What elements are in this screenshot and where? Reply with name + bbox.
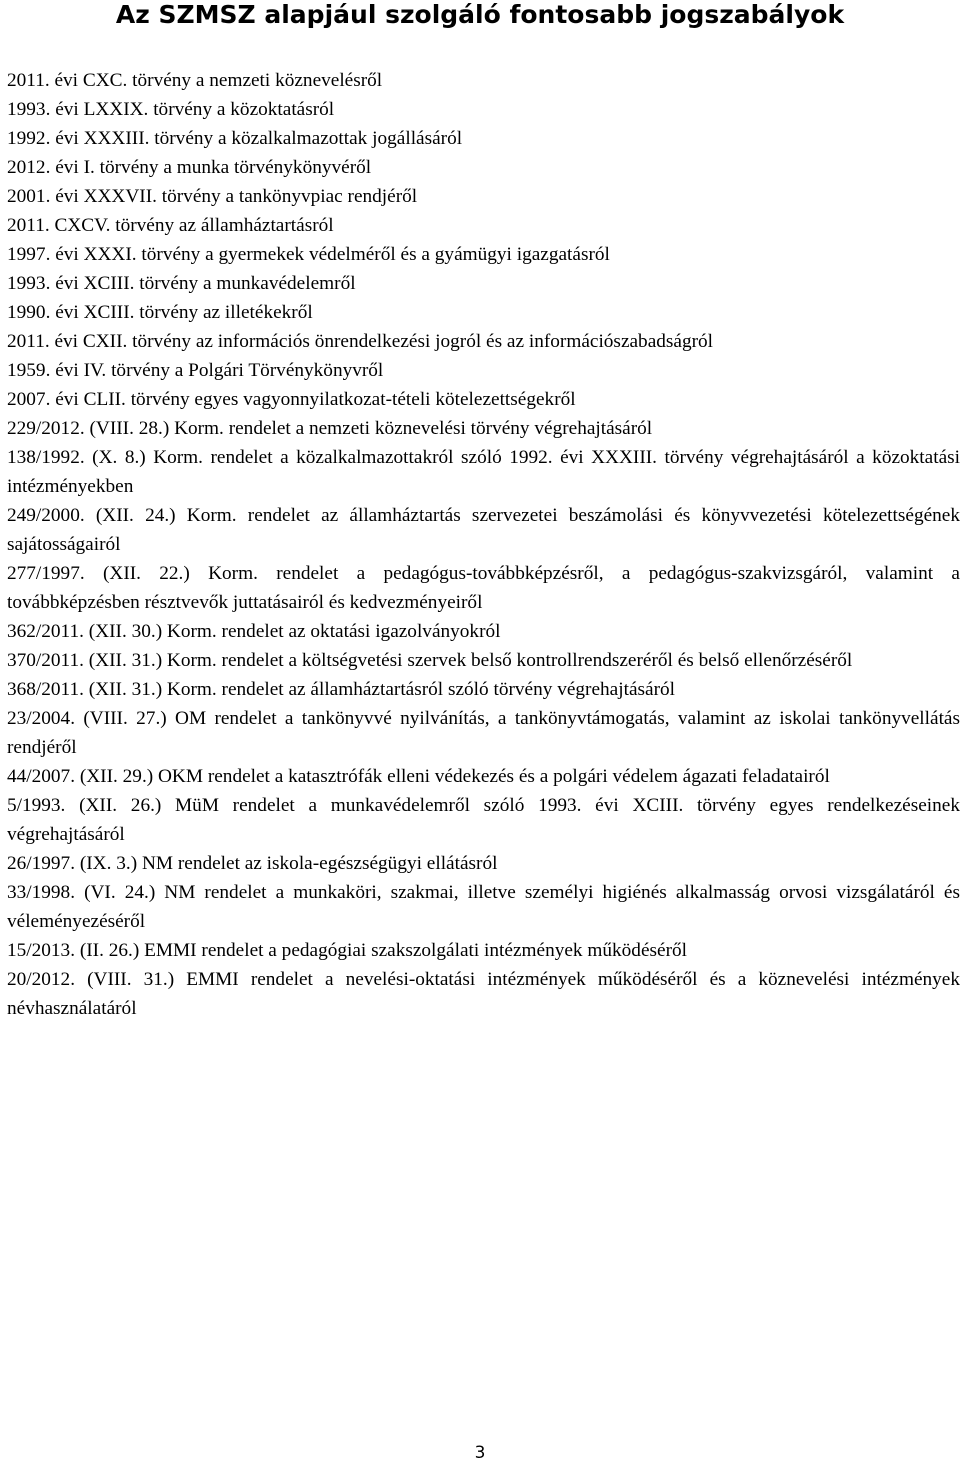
law-item: 5/1993. (XII. 26.) MüM rendelet a munkavédelemről szóló 1993. évi XCIII. törvény egyes rendelkezéseinek végrehajtásáról (7, 795, 960, 845)
law-item: 2011. évi CXII. törvény az információs önrendelkezési jogról és az információszabadságról (7, 331, 714, 352)
law-list (7, 66, 960, 1023)
law-item: 15/2013. (II. 26.) EMMI rendelet a pedagógiai szakszolgálati intézmények működéséről (7, 940, 687, 961)
law-item: 1992. évi XXXIII. törvény a közalkalmazottak jogállásáról (7, 128, 463, 149)
law-item: 362/2011. (XII. 30.) Korm. rendelet az oktatási igazolványokról (7, 621, 501, 642)
law-item: 20/2012. (VIII. 31.) EMMI rendelet a nevelési-oktatási intézmények működéséről és a köznevelési intézmények névhasználatáról (7, 969, 960, 1019)
law-item: 138/1992. (X. 8.) Korm. rendelet a közalkalmazottakról szóló 1992. évi XXXIII. törvény végrehajtásáról a közoktatási intézményekben (7, 447, 960, 497)
law-item: 26/1997. (IX. 3.) NM rendelet az iskola-egészségügyi ellátásról (7, 853, 498, 874)
page-title: Az SZMSZ alapjául szolgáló fontosabb jogszabályok (115, 0, 845, 29)
law-item: 368/2011. (XII. 31.) Korm. rendelet az államháztartásról szóló törvény végrehajtásáról (7, 679, 675, 700)
law-item: 1959. évi IV. törvény a Polgári Törvénykönyvről (7, 360, 384, 381)
law-item: 229/2012. (VIII. 28.) Korm. rendelet a nemzeti köznevelési törvény végrehajtásáról (7, 418, 653, 439)
law-item: 370/2011. (XII. 31.) Korm. rendelet a költségvetési szervek belső kontrollrendszeréről és belső ellenőrzéséről (7, 650, 853, 671)
law-item: 33/1998. (VI. 24.) NM rendelet a munkaköri, szakmai, illetve személyi higiénés alkalmasság orvosi vizsgálatáról és véleményezéséről (7, 882, 960, 932)
law-item: 2001. évi XXXVII. törvény a tankönyvpiac rendjéről (7, 186, 418, 207)
page-number: 3 (474, 1443, 486, 1463)
law-item: 1993. évi XCIII. törvény a munkavédelemről (7, 273, 356, 294)
law-item: 2011. CXCV. törvény az államháztartásról (7, 215, 334, 236)
law-item: 2012. évi I. törvény a munka törvénykönyvéről (7, 157, 372, 178)
law-item: 249/2000. (XII. 24.) Korm. rendelet az államháztartás szervezetei beszámolási és könyvvezetési kötelezettségének sajátosságairól (7, 505, 960, 555)
law-item: 1997. évi XXXI. törvény a gyermekek védelméről és a gyámügyi igazgatásról (7, 244, 610, 265)
law-item: 2007. évi CLII. törvény egyes vagyonnyilatkozat-tételi kötelezettségekről (7, 389, 576, 410)
law-item: 1990. évi XCIII. törvény az illetékekről (7, 302, 313, 323)
law-item: 23/2004. (VIII. 27.) OM rendelet a tankönyvvé nyilvánítás, a tankönyvtámogatás, valamint az iskolai tankönyvellátás rendjéről (7, 708, 960, 758)
law-item: 44/2007. (XII. 29.) OKM rendelet a katasztrófák elleni védekezés és a polgári védelem ágazati feladatairól (7, 766, 830, 787)
law-item: 2011. évi CXC. törvény a nemzeti köznevelésről (7, 70, 383, 91)
law-item: 1993. évi LXXIX. törvény a közoktatásról (7, 99, 335, 120)
law-item: 277/1997. (XII. 22.) Korm. rendelet a pedagógus-továbbképzésről, a pedagógus-szakvizsgáról, valamint a továbbképzésben résztvevők juttatásairól és kedvezményeiről (7, 563, 960, 613)
